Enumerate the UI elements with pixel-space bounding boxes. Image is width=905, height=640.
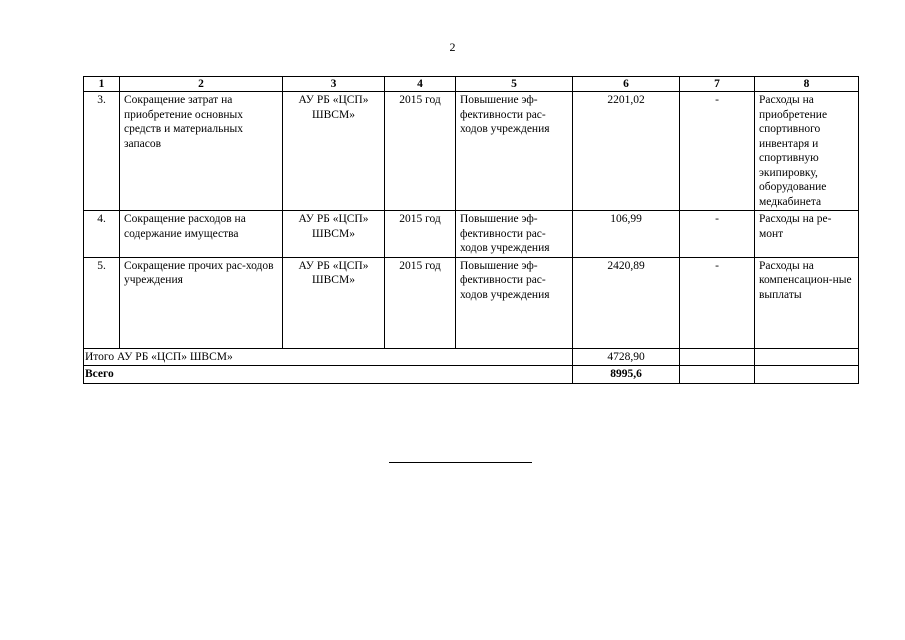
column-header: 3 (283, 77, 385, 92)
column-header: 6 (573, 77, 680, 92)
goal-cell: Повышение эф-фективности рас-ходов учреждения (456, 211, 573, 258)
header-row (84, 77, 859, 92)
total-label: Всего (84, 366, 573, 384)
empty-cell (755, 348, 859, 366)
empty-cell (755, 366, 859, 384)
note-cell: Расходы на компенсацион-ные выплаты (755, 257, 859, 348)
column-header: 2 (120, 77, 283, 92)
separator-line (389, 462, 532, 463)
year-cell: 2015 год (385, 92, 456, 211)
total-row (84, 366, 859, 384)
column-header: 1 (84, 77, 120, 92)
table-row (84, 257, 859, 348)
note-cell: Расходы на ре-монт (755, 211, 859, 258)
year-cell: 2015 год (385, 211, 456, 258)
column-header: 4 (385, 77, 456, 92)
subtotal-row (84, 348, 859, 366)
column-header: 8 (755, 77, 859, 92)
measure-cell: Сокращение расходов на содержание имущества (120, 211, 283, 258)
subtotal-amount: 4728,90 (573, 348, 680, 366)
organization-cell: АУ РБ «ЦСП» ШВСМ» (283, 211, 385, 258)
year-cell: 2015 год (385, 257, 456, 348)
amount-cell: 2201,02 (573, 92, 680, 211)
note-cell: Расходы на приобретение спортивного инвентаря и спортивную экипировку, оборудование медкабинета (755, 92, 859, 211)
row-number: 3. (84, 92, 120, 211)
organization-cell: АУ РБ «ЦСП» ШВСМ» (283, 257, 385, 348)
goal-cell: Повышение эф-фективности рас-ходов учреждения (456, 92, 573, 211)
col7-cell: - (680, 257, 755, 348)
total-amount: 8995,6 (573, 366, 680, 384)
measures-table (83, 76, 859, 384)
measure-cell: Сокращение прочих рас-ходов учреждения (120, 257, 283, 348)
empty-cell (680, 348, 755, 366)
table-row (84, 211, 859, 258)
empty-cell (680, 366, 755, 384)
column-header: 5 (456, 77, 573, 92)
row-number: 4. (84, 211, 120, 258)
column-header: 7 (680, 77, 755, 92)
page-number: 2 (449, 40, 456, 54)
amount-cell: 106,99 (573, 211, 680, 258)
col7-cell: - (680, 92, 755, 211)
organization-cell: АУ РБ «ЦСП» ШВСМ» (283, 92, 385, 211)
table-row (84, 92, 859, 211)
measure-cell: Сокращение затрат на приобретение основных средств и материальных запасов (120, 92, 283, 211)
col7-cell: - (680, 211, 755, 258)
row-number: 5. (84, 257, 120, 348)
goal-cell: Повышение эф-фективности рас-ходов учреждения (456, 257, 573, 348)
amount-cell: 2420,89 (573, 257, 680, 348)
subtotal-label: Итого АУ РБ «ЦСП» ШВСМ» (84, 348, 573, 366)
